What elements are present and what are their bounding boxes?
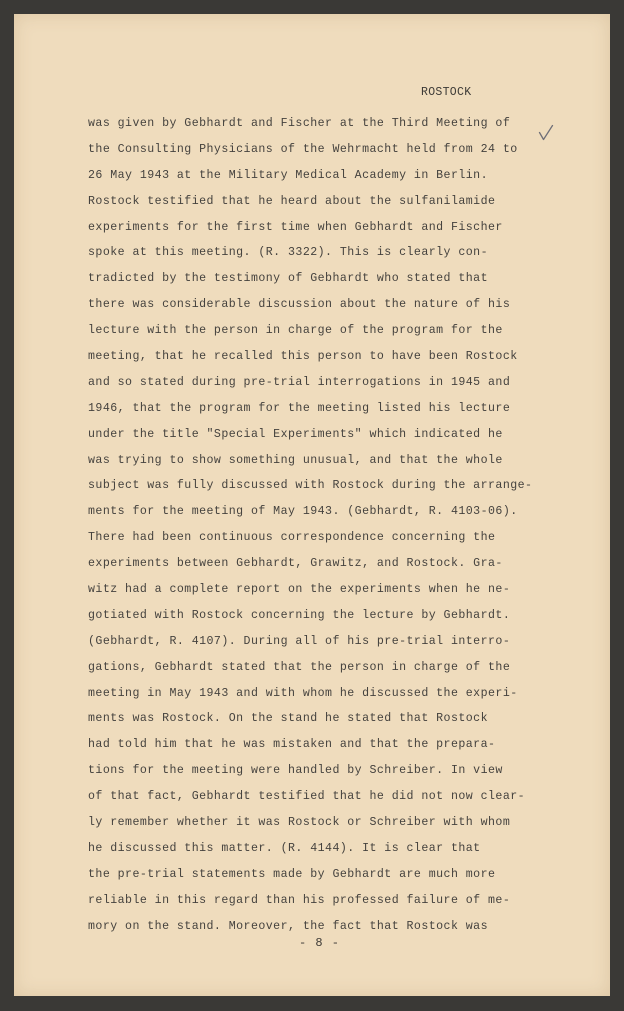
text-line: he discussed this matter. (R. 4144). It is clear that (88, 841, 481, 855)
text-line: subject was fully discussed with Rostock during the arrange- (88, 479, 533, 493)
text-line: experiments for the first time when Gebhardt and Fischer (88, 220, 503, 234)
text-line: witz had a complete report on the experiments when he ne- (88, 583, 511, 597)
text-line: gations, Gebhardt stated that the person in charge of the (88, 660, 511, 674)
text-line: the pre-trial statements made by Gebhardt are much more (88, 867, 496, 881)
text-line: tradicted by the testimony of Gebhardt who stated that (88, 272, 488, 286)
text-line: tions for the meeting were handled by Schreiber. In view (88, 764, 503, 778)
text-line: was trying to show something unusual, and that the whole (88, 453, 503, 467)
text-line: meeting in May 1943 and with whom he discussed the experi- (88, 686, 518, 700)
text-line: Rostock testified that he heard about the sulfanilamide (88, 194, 496, 208)
text-line: ments for the meeting of May 1943. (Gebhardt, R. 4103-06). (88, 505, 518, 519)
text-line: ly remember whether it was Rostock or Schreiber with whom (88, 816, 511, 830)
text-line: had told him that he was mistaken and that the prepara- (88, 738, 496, 752)
page-number: - 8 - (299, 936, 341, 950)
text-line: 26 May 1943 at the Military Medical Academy in Berlin. (88, 168, 488, 182)
page-header: ROSTOCK (421, 86, 472, 99)
text-line: and so stated during pre-trial interrogations in 1945 and (88, 375, 511, 389)
document-page (14, 14, 610, 996)
body-text (88, 111, 548, 940)
text-line: was given by Gebhardt and Fischer at the Third Meeting of (88, 117, 511, 130)
text-line: spoke at this meeting. (R. 3322). This is clearly con- (88, 246, 488, 260)
text-line: under the title "Special Experiments" which indicated he (88, 427, 503, 441)
text-line: experiments between Gebhardt, Grawitz, and Rostock. Gra- (88, 557, 503, 571)
text-line: meeting, that he recalled this person to have been Rostock (88, 350, 518, 364)
text-line: the Consulting Physicians of the Wehrmacht held from 24 to (88, 142, 518, 156)
text-line: 1946, that the program for the meeting listed his lecture (88, 401, 511, 415)
text-line: (Gebhardt, R. 4107). During all of his pre-trial interro- (88, 634, 511, 648)
text-line: There had been continuous correspondence concerning the (88, 531, 496, 545)
text-line: mory on the stand. Moreover, the fact that Rostock was (88, 919, 488, 933)
text-line: lecture with the person in charge of the program for the (88, 324, 503, 338)
text-line: of that fact, Gebhardt testified that he did not now clear- (88, 790, 526, 804)
text-line: there was considerable discussion about the nature of his (88, 298, 511, 312)
checkmark-icon (538, 124, 554, 142)
text-line: reliable in this regard than his professed failure of me- (88, 893, 511, 907)
text-line: gotiated with Rostock concerning the lecture by Gebhardt. (88, 608, 511, 622)
text-line: ments was Rostock. On the stand he stated that Rostock (88, 712, 488, 726)
